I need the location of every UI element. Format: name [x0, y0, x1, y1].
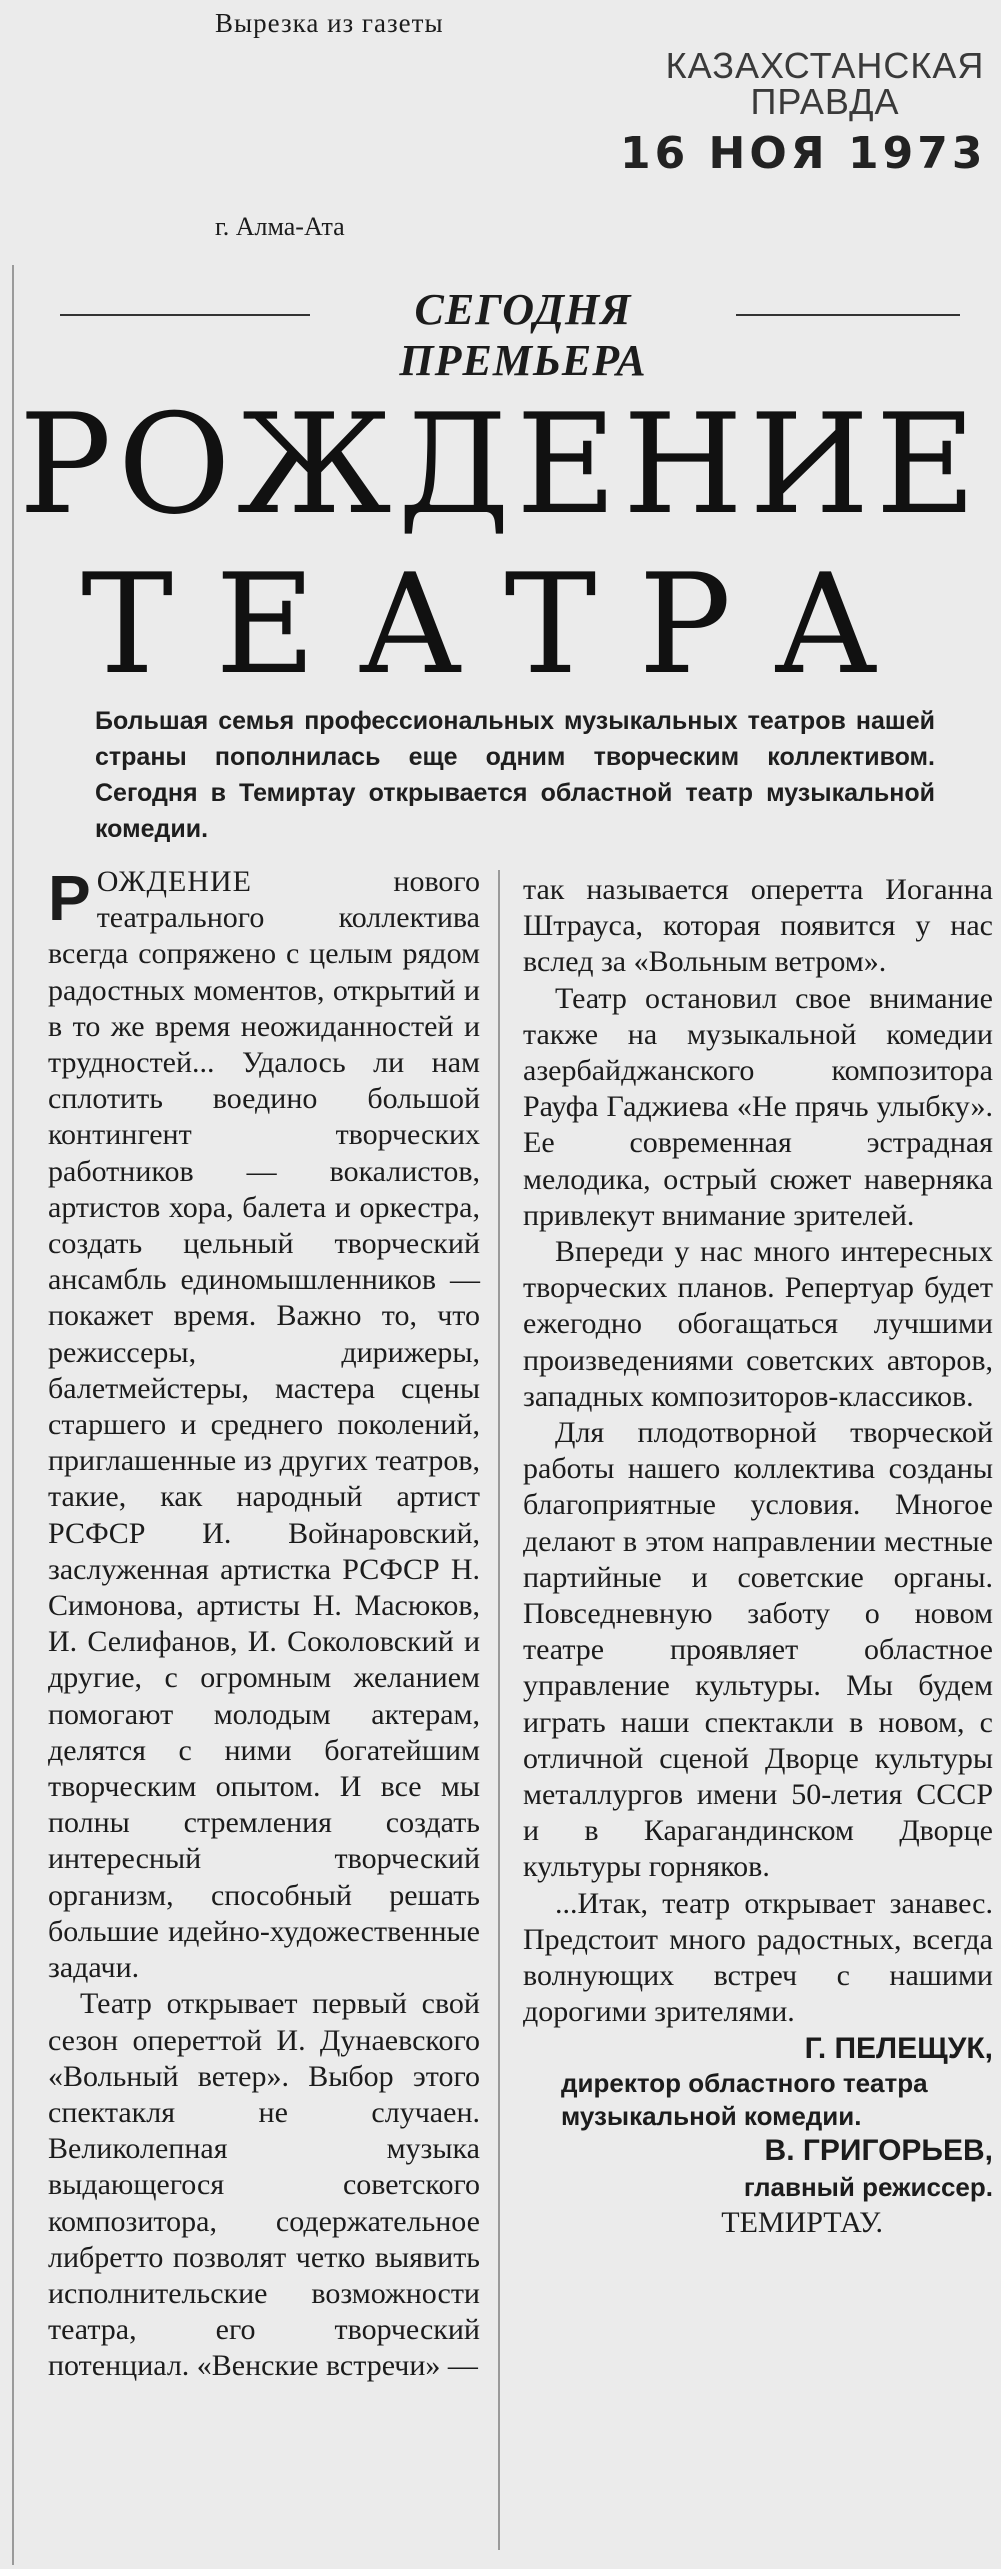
paragraph-text: нового театрального коллектива всегда сопряжено с целым рядом радостных моментов, открытий и в то же время неожиданностей и трудностей... Удалось ли нам сплотить воедино большой контингент творческих работников — вокалистов, артистов хора, балета и оркестра, создать цельный творческий ансамбль единомышленников — покажет время. Важно то, что режиссеры, дирижеры, балетмейстеры, мастера сцены старшего и среднего поколений, приглашенные из других театров, такие, как народный артист РСФСР И. Войнаровский, заслуженная артистка РСФСР Н. Симонова, артисты Н. Масюков, И. Селифанов, И. Соколовский и другие, с огромным желанием помогают молодым актерам, делятся с ними богатейшим творческим опытом. И все мы полны стремления создать интересный творческий организм, способный решать большие идейно-художественные задачи.	[48, 865, 480, 1985]
signature-name-2: В. ГРИГОРЬЕВ,	[764, 2133, 993, 2167]
column-divider	[498, 870, 500, 2550]
paragraph: Для плодотворной творческой работы нашего коллектива созданы благоприятные условия. Многое делают в этом направлении местные партийные и советские органы. Повседневную заботу о новом театре проявляет областное управление культуры. Мы будем играть наши спектакли в новом, с отличной сценой Дворце культуры металлургов имени 50-летия СССР и в Карагандинском Дворце культуры горняков.	[523, 1416, 993, 1884]
city-label: г. Алма-Ата	[215, 212, 345, 241]
paragraph: Театр остановил свое внимание также на музыкальной комедии азербайджанского композитора Рауфа Гаджиева «Не прячь улыбку». Ее современная эстрадная мелодика, острый сюжет наверняка привлекут внимание зрителей.	[523, 981, 993, 1232]
paragraph: ...Итак, театр открывает занавес. Предстоит много радостных, всегда волнующих встреч с нашими дорогими зрителями.	[523, 1886, 993, 2029]
newspaper-name-stamp: КАЗАХСТАНСКАЯ ПРАВДА	[665, 45, 985, 122]
article-column-left	[48, 864, 480, 2385]
drop-cap: Р	[48, 862, 91, 934]
paragraph: Театр открывает первый свой сезон опереттой И. Дунаевского «Вольный ветер». Выбор этого спектакля не случаен. Великолепная музыка выдающегося советского композитора, содержательное либретто позволят четко выявить исполнительские возможности театра, его творческий потенциал. «Венские встречи» —	[48, 1987, 480, 2383]
clipping-header	[0, 0, 1001, 270]
paragraph	[48, 864, 480, 1986]
kicker-rule-right	[736, 314, 960, 316]
kicker-block	[60, 280, 960, 385]
date-stamp: 16 НОЯ 1973	[620, 128, 987, 179]
lead-paragraph: Большая семья профессиональных музыкальных театров нашей страны пополнилась еще одним творческим коллективом. Сегодня в Темиртау открывается областной театр музыкальной комедии.	[95, 707, 935, 843]
signature-name-1: Г. ПЕЛЕЩУК,	[804, 2031, 993, 2065]
headline-line-1: РОЖДЕНИЕ	[18, 384, 983, 545]
clipping-label: Вырезка из газеты	[215, 8, 444, 38]
dateline-place: ТЕМИРТАУ.	[721, 2206, 883, 2240]
kicker: СЕГОДНЯ ПРЕМЬЕРА	[399, 285, 647, 385]
signature-role-2: главный режиссер.	[743, 2171, 993, 2202]
signature-role-1: директор областного театра музыкальной комедии.	[561, 2067, 928, 2131]
paragraph: так называется оперетта Иоганна Штрауса, которая появится у нас вслед за «Вольным ветром».	[523, 873, 993, 979]
kicker-rule-left	[60, 314, 310, 316]
headline-line-2: ТЕАТРА	[81, 544, 920, 705]
article-column-right	[523, 872, 993, 2241]
first-word: ОЖДЕНИЕ	[96, 865, 252, 898]
paragraph: Впереди у нас много интересных творческих планов. Репертуар будет ежегодно обогащаться лучшими произведениями советских авторов, западных композиторов-классиков.	[523, 1235, 993, 1413]
